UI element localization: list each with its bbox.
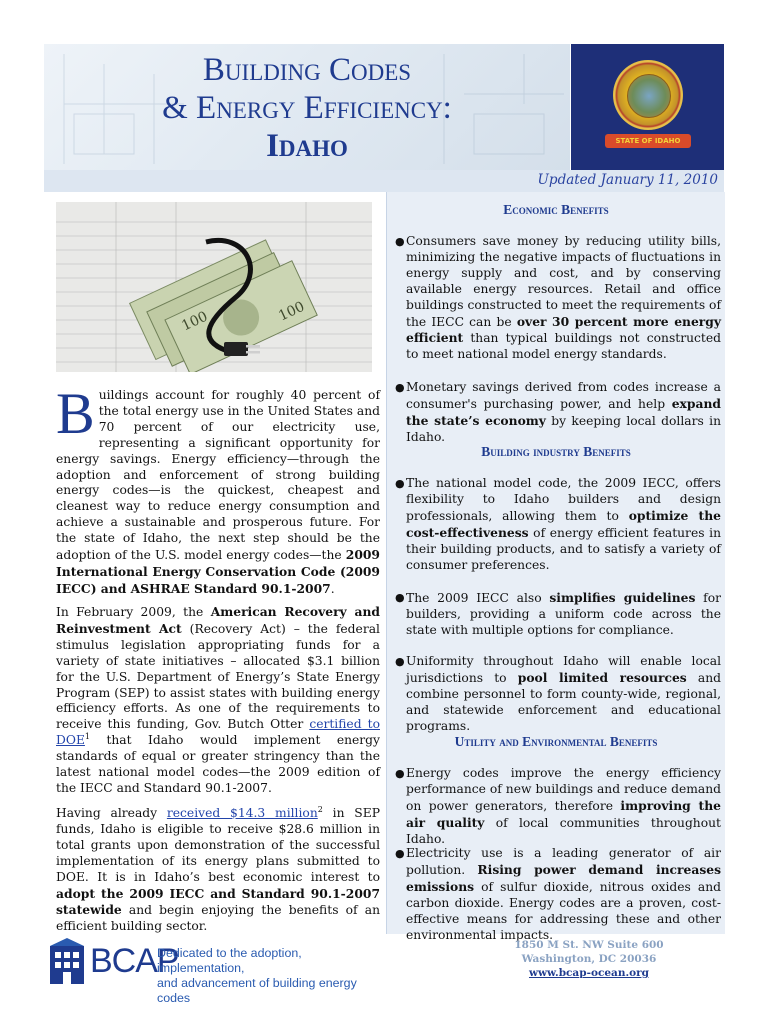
address-block: 1850 M St. NW Suite 600 Washington, DC 20036 www.bcap-ocean.org bbox=[474, 938, 704, 980]
title-line-1: Building Codes bbox=[202, 52, 412, 88]
footer bbox=[44, 934, 724, 1005]
received-funds-link[interactable]: received $14.3 million bbox=[166, 806, 318, 820]
bullet-emissions: ● Electricity use is a leading generator of air pollution. Rising power demand increases emissions of sulfur dioxide, nitrous oxides and carbon dioxide. Energy codes are a proven, cost-effective means for addressing these and other environmental impacts. bbox=[395, 846, 721, 942]
drop-cap: B bbox=[56, 381, 95, 446]
bullet-icon: ● bbox=[395, 655, 405, 668]
idaho-seal-icon bbox=[613, 60, 683, 130]
recovery-act-paragraph: In February 2009, the American Recovery and Reinvestment Act (Recovery Act) – the federal stimulus legislation appropriating funds for a variety of state initiatives – allocated $3.1 billion for the U.S. Department of Energy’s State Energy Program (SEP) to assist states with building energy efficiency efforts. As one of the requirements to receive this funding, Gov. Butch Otter certified to DOE$^1$ that Idaho would implement energy standards of equal or greater stringency than the latest national model codes—the 2009 edition of the IECC and Standard 90.1-2007. bbox=[56, 604, 380, 795]
title-line-3: Idaho bbox=[266, 128, 348, 164]
sep-funds-paragraph: Having already received $14.3 million$^2$ in SEP funds, Idaho is eligible to receive $28.6 million in total grants upon demonstration of the successful implementation of its energy plans submitted to DOE. It is in Idaho’s best economic interest to adopt the 2009 IECC and Standard 90.1-2007 statewide and begin enjoying the benefits of an efficient building sector. bbox=[56, 804, 380, 934]
bullet-icon: ● bbox=[395, 477, 405, 490]
website-link[interactable]: www.bcap-ocean.org bbox=[528, 967, 649, 979]
title-banner bbox=[44, 44, 570, 170]
bullet-icon: ● bbox=[395, 847, 405, 860]
bcap-tagline: Dedicated to the adoption, implementation, and advancement of building energy codes bbox=[157, 946, 357, 1005]
updated-bar bbox=[44, 170, 724, 192]
bullet-consumer-savings: ● Consumers save money by reducing utility bills, minimizing the negative impacts of fluctuations in energy supply and cost, and by conserving available energy resources. Retail and office buildings constructed to meet the requirements of the IECC can be over 30 percent more energy efficient than typical buildings not constructed to meet national model energy standards. bbox=[395, 234, 722, 362]
bullet-uniformity: ● Uniformity throughout Idaho will enable local jurisdictions to pool limited resources and combine personnel to form county-wide, regional, and statewide enforcement and educational programs. bbox=[395, 654, 721, 733]
bcap-wordmark: BCAP bbox=[90, 942, 179, 980]
bullet-icon: ● bbox=[395, 591, 405, 604]
utility-environmental-heading: Utility and Environmental Benefits bbox=[454, 734, 658, 749]
idaho-flag bbox=[571, 44, 724, 170]
bullet-monetary-savings: ● Monetary savings derived from codes increase a consumer's purchasing power, and help expand the state’s economy by keeping local dollars in Idaho. bbox=[395, 380, 721, 444]
bcap-building-icon bbox=[48, 938, 88, 984]
money-plug-photo bbox=[56, 202, 372, 372]
bcap-logo[interactable] bbox=[48, 938, 384, 1005]
updated-date: Updated January 11, 2010 bbox=[537, 172, 718, 188]
certified-to-doe-link[interactable]: certified to DOE bbox=[56, 717, 380, 748]
building-industry-heading: Building industry Benefits bbox=[481, 444, 631, 459]
title-line-2: & Energy Efficiency: bbox=[162, 90, 452, 126]
bullet-icon: ● bbox=[395, 235, 405, 248]
svg-text:100: 100 bbox=[276, 298, 308, 325]
bullet-icon: ● bbox=[395, 381, 405, 394]
bullet-air-quality: ● Energy codes improve the energy efficiency performance of new buildings and reduce demand on power generators, therefore improving the air quality of local communities throughout Idaho. bbox=[395, 766, 721, 846]
left-column bbox=[44, 192, 384, 934]
intro-paragraph: Buildings account for roughly 40 percent of the total energy use in the United States and 70 percent of our electricity use, representing a significant opportunity for energy savings. Energy efficiency—through the adoption and enforcement of strong building energy codes—is the quickest, cheapest and cleanest way to reduce energy consumption and achieve a sustainable and prosperous future. For the state of Idaho, the next step should be the adoption of the U.S. model energy codes—the 2009 International Energy Conservation Code (2009 IECC) and ASHRAE Standard 90.1-2007. bbox=[56, 381, 380, 596]
bullet-simplifies-guidelines: ● The 2009 IECC also simplifies guidelines for builders, providing a uniform code across the state with multiple options for compliance. bbox=[395, 590, 721, 637]
flag-scroll: STATE OF IDAHO bbox=[605, 134, 691, 148]
economic-benefits-heading: Economic Benefits bbox=[503, 202, 609, 217]
bullet-icon: ● bbox=[395, 767, 405, 780]
svg-text:100: 100 bbox=[179, 308, 211, 335]
bullet-model-code: ● The national model code, the 2009 IECC, offers flexibility to Idaho builders and design professionals, allowing them to optimize the cost-effectiveness of energy efficient features in their building products, and to satisfy a variety of consumer preferences. bbox=[395, 476, 721, 572]
benefits-panel bbox=[386, 192, 725, 942]
